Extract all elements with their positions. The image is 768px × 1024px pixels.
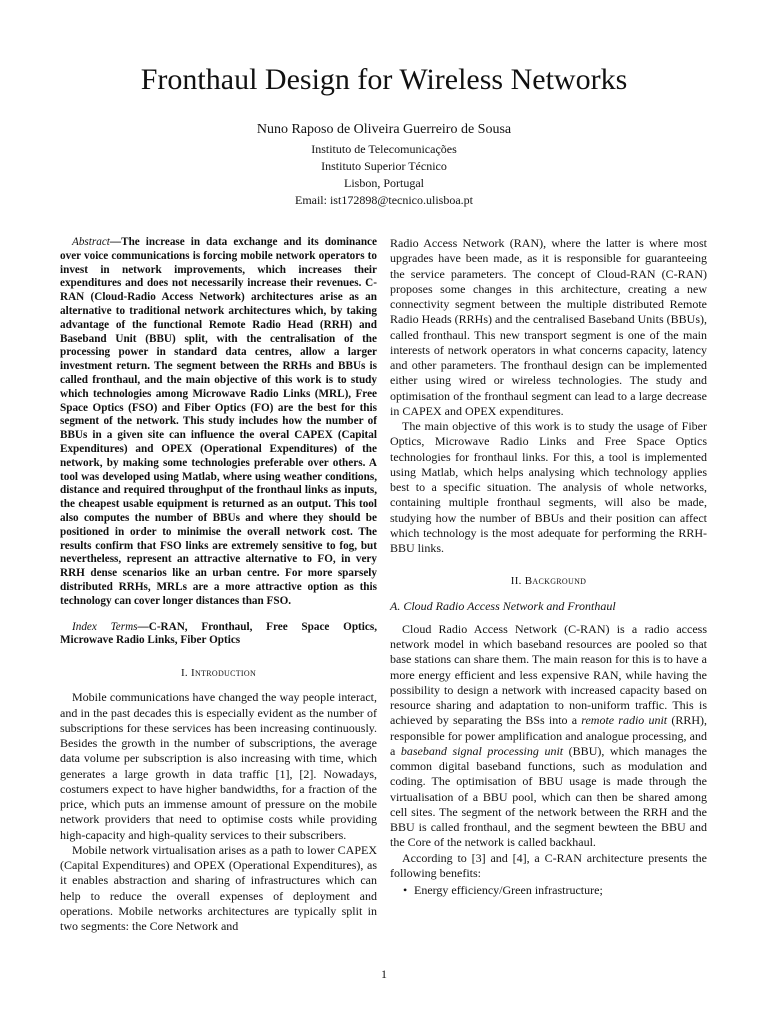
author-affiliation-institute: Instituto de Telecomunicações bbox=[311, 142, 457, 156]
right-column bbox=[390, 236, 707, 898]
index-terms bbox=[60, 621, 377, 649]
term-remote-radio-unit: remote radio unit bbox=[581, 713, 668, 728]
intro-paragraph-2-continued: Radio Access Network (RAN), where the latter is where most upgrades have been made, as it is responsible for guaranteeing the service parameters. The concept of Cloud-RAN (C-RAN) proposes some changes in this architecture, creating a new connectivity segment between the multiple distributed Remote Radio Heads (RRHs) and the centralised Baseband Units (BBUs), called fronthaul. This new transport segment is one of the main interests of network operators in what concerns capacity, latency and other parameters. The fronthaul design can be implemented either using wired or wireless technologies. The study and optimisation of the fronthaul segment can lead to a large decrease in CAPEX and OPEX expenditures. bbox=[390, 236, 707, 418]
intro-paragraph-1: Mobile communications have changed the way people interact, and in the past decades this is especially evident as the number of subscriptions for these services has been increasing continuously. Besides the growth in the number of subscriptions, the average data volume per subscription is also increasing with time, which generates a large growth in data traffic [1], [2]. Nowadays, costumers expect to have higher bandwidths, for a fraction of the price, which puts an immense amount of pressure on the mobile network providers that need to optimise costs while providing high-capacity and high-quality services to their subscribers. bbox=[60, 690, 377, 842]
benefits-list bbox=[390, 883, 707, 898]
paper-title: Fronthaul Design for Wireless Networks bbox=[140, 63, 628, 96]
background-paragraph-1 bbox=[390, 622, 707, 851]
author-affiliation-school: Instituto Superior Técnico bbox=[321, 159, 447, 173]
left-column bbox=[60, 236, 377, 934]
author-block bbox=[0, 120, 768, 209]
author-name: Nuno Raposo de Oliveira Guerreiro de Sousa bbox=[256, 122, 512, 137]
abstract-label: Abstract bbox=[72, 236, 110, 248]
author-affiliation-location: Lisbon, Portugal bbox=[344, 176, 424, 190]
benefit-text: Energy efficiency/Green infrastructure; bbox=[414, 883, 603, 897]
intro-paragraph-2: Mobile network virtualisation arises as a path to lower CAPEX (Capital Expenditures) and OPEX (Operational Expenditures), as it enables abstraction and sharing of infrastructures which can help to reduce the overall expenses of deployment and operations. Mobile networks architectures are typically split in two segments: the Core Network and bbox=[60, 842, 377, 934]
abstract-text: —The increase in data exchange and its dominance over voice communications is forcing mobile network operators to invest in network improvements, which increases their expenditures and does not necessarily increase their revenues. C-RAN (Cloud-Radio Access Network) architectures arise as an alternative to traditional network architectures which, by taking advantage of the functional Remote Radio Head (RRH) and Baseband Unit (BBU) split, with the centralisation of the processing power in standard data centres, allow a larger investment return. The segment between the RRHs and BBUs is called fronthaul, and the main objective of this work is to study which technologies among Microwave Radio Links (MRL), Free Space Optics (FSO) and Fiber Optics (FO) are the best for this segment of the network. This study includes how the number of BBUs in a given site can influence the overal CAPEX (Capital Expenditures) and OPEX (Operational Expenditures) of the network, by making some technologies preferable over others. A tool was developed using Matlab, where using weather conditions, distance and required throughput of the fronthaul links as inputs, the cheapest usable equipment is returned as an output. This tool also computes the number of BBUs and where they should be positioned in order to minimise the overall network cost. The results confirm that FSO links are extremely sensitive to fog, but nevertheless, represent an attractive alternative to FO, in very RRH dense scenarios like an urban centre. For more sparsely distributed RRHs, MRLs are a more attractive option as this technology can cover longer distances than FSO. bbox=[60, 236, 377, 607]
page-number: 1 bbox=[381, 967, 387, 981]
background-text-part-c: (BBU), which manages the common digital baseband functions, such as modulation and coding. The optimisation of BBU usage is made through the virtualisation of a BBU pool, which can then be shared among cell sites. The segment of the network between the RRH and the BBU is called fronthaul, and the segment bewteen the BBU and the Core of the network is called backhaul. bbox=[390, 743, 707, 850]
index-terms-label: Index Terms bbox=[72, 620, 138, 633]
background-paragraph-2: According to [3] and [4], a C-RAN architecture presents the following benefits: bbox=[390, 850, 707, 880]
intro-paragraph-3: The main objective of this work is to study the usage of Fiber Optics, Microwave Radio Links and Free Space Optics technologies for fronthaul links. For this, a tool is implemented using Matlab, which helps analysing which technology applies best to a specific situation. The analysis of whole networks, containing multiple fronthaul segments, will also be made, studying how the number of BBUs and their position can affect which technology is the most adequate for performing the RRH-BBU links. bbox=[390, 419, 707, 555]
abstract bbox=[60, 236, 377, 609]
section-heading-introduction: I. Introduction bbox=[180, 667, 257, 680]
bullet-icon: • bbox=[403, 883, 408, 897]
background-text-part-a: Cloud Radio Access Network (C-RAN) is a radio access network model in which baseband resources are pooled so that base stations can share them. The main reason for this is to have a more energy efficient and less expensive RAN, while having the possibility to design a network with increased capacity based on resource sharing and adaptation to non-uniform traffic. This is achieved by separating the BSs into a bbox=[390, 621, 707, 728]
author-email: Email: ist172898@tecnico.ulisboa.pt bbox=[294, 193, 474, 207]
subsection-heading-cran: A. Cloud Radio Access Network and Fronthaul bbox=[390, 598, 616, 613]
term-baseband-unit: baseband signal processing unit bbox=[400, 743, 564, 758]
benefits-list-item bbox=[390, 883, 707, 898]
index-terms-text: —C-RAN, Fronthaul, Free Space Optics, Microwave Radio Links, Fiber Optics bbox=[60, 620, 378, 647]
background-text-part-b: (RRH), responsible for power amplification and analogue processing, and a bbox=[390, 713, 708, 758]
section-heading-background: II. Background bbox=[510, 575, 587, 588]
